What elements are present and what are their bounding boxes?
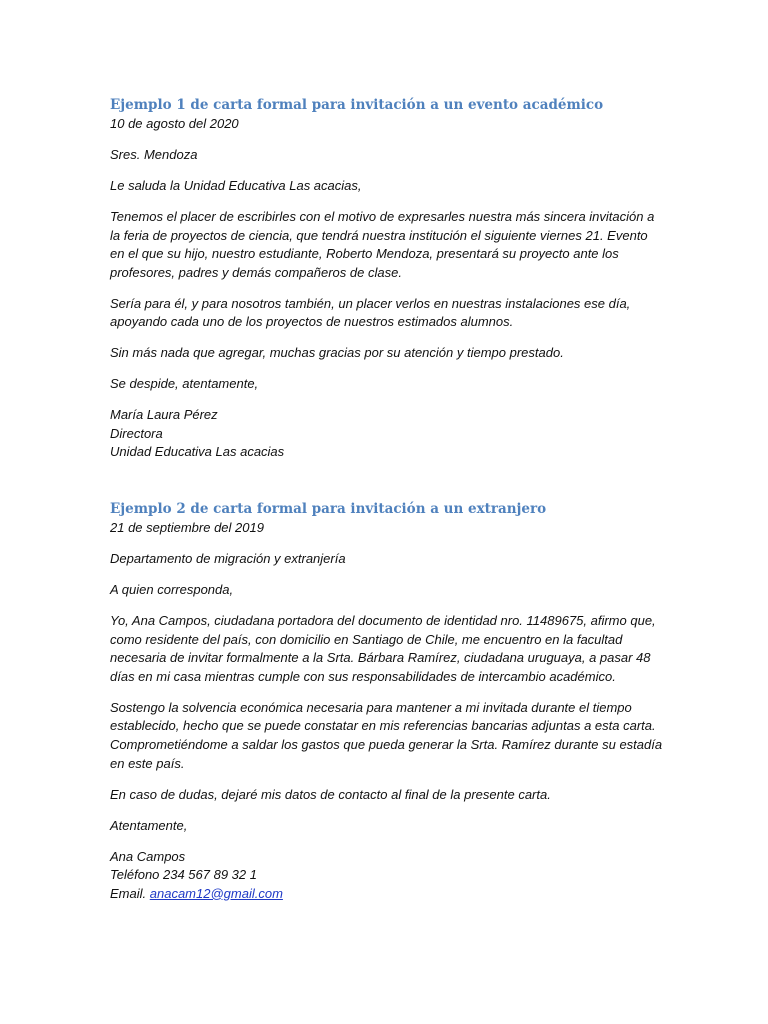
example-1-closing: Se despide, atentamente, [110, 376, 259, 392]
signature-name: Ana Campos [110, 848, 186, 864]
example-1-recipient: Sres. Mendoza [110, 146, 198, 162]
paragraph-line: como residente del país, con domicilio en Santiago de Chile, me encuentro en la facultad [110, 631, 623, 647]
example-2-greeting: A quien corresponda, [110, 582, 234, 598]
example-2-signature [110, 848, 670, 904]
paragraph-line: necesaria de invitar formalmente a la Srta. Bárbara Ramírez, ciudadana uruguaya, a pasar 48 [110, 650, 651, 666]
example-1-date-block [110, 115, 670, 134]
example-1-title: Ejemplo 1 de carta formal para invitación a un evento académico [110, 97, 604, 113]
example-2-closing-block [110, 817, 670, 836]
email-prefix: Email. [110, 885, 147, 901]
example-1-body-paragraph-3 [110, 344, 670, 363]
example-2-body-paragraph-2 [110, 699, 670, 773]
signature-institution: Unidad Educativa Las acacias [110, 444, 285, 460]
email-link[interactable]: anacam12@gmail.com [149, 885, 283, 901]
example-1-signature [110, 406, 670, 462]
paragraph-line: Sería para él, y para nosotros también, un placer verlos en nuestras instalaciones ese día, [110, 295, 631, 311]
example-2-body-paragraph-3 [110, 786, 670, 805]
example-2-date-block [110, 519, 670, 538]
example-1-body-paragraph-1 [110, 208, 670, 282]
signature-email-line [110, 885, 670, 904]
example-1-greeting-block [110, 177, 670, 196]
letter-example-1 [110, 96, 670, 462]
example-1-recipient-block [110, 146, 670, 165]
paragraph-line: en este país. [110, 755, 185, 771]
paragraph-line: Sostengo la solvencia económica necesaria para mantener a mi invitada durante el tiempo [110, 699, 632, 715]
example-2-date: 21 de septiembre del 2019 [110, 520, 264, 536]
example-1-date: 10 de agosto del 2020 [110, 116, 239, 131]
signature-name: María Laura Pérez [110, 407, 218, 423]
paragraph-line: establecido, hecho que se puede constatar en mis referencias bancarias adjuntas a esta carta. [110, 718, 656, 734]
paragraph-line: en el que su hijo, nuestro estudiante, Roberto Mendoza, presentará su proyecto ante los [110, 246, 619, 262]
paragraph-line: días en mi casa mientras cumple con sus responsabilidades de intercambio académico. [110, 668, 616, 684]
example-1-closing-block [110, 375, 670, 394]
paragraph-line: Tenemos el placer de escribirles con el motivo de expresarles nuestra más sincera invitación a [110, 208, 655, 224]
example-1-body-paragraph-2 [110, 295, 670, 332]
paragraph-line: la feria de proyectos de ciencia, que tendrá nuestra institución el siguiente viernes 21. Evento [110, 227, 648, 243]
example-2-greeting-block [110, 581, 670, 600]
example-2-recipient: Departamento de migración y extranjería [110, 551, 346, 567]
signature-phone: Teléfono 234 567 89 32 1 [110, 867, 257, 883]
document-page [110, 96, 670, 903]
letter-example-2 [110, 500, 670, 903]
example-2-body-paragraph-1 [110, 612, 670, 686]
paragraph-line: Comprometiéndome a saldar los gastos que pueda generar la Srta. Ramírez durante su estadía [110, 736, 663, 752]
example-1-greeting: Le saluda la Unidad Educativa Las acacias, [110, 177, 362, 193]
paragraph-line: apoyando cada uno de los proyectos de nuestros estimados alumnos. [110, 314, 514, 330]
paragraph-line: Yo, Ana Campos, ciudadana portadora del documento de identidad nro. 11489675, afirmo que, [110, 613, 656, 628]
paragraph-line: En caso de dudas, dejaré mis datos de contacto al final de la presente carta. [110, 786, 551, 802]
example-2-closing: Atentamente, [110, 817, 188, 833]
paragraph-line: profesores, padres y demás compañeros de clase. [110, 264, 402, 280]
example-2-title: Ejemplo 2 de carta formal para invitación a un extranjero [110, 501, 547, 518]
example-2-recipient-block [110, 550, 670, 569]
paragraph-line: Sin más nada que agregar, muchas gracias por su atención y tiempo prestado. [110, 345, 564, 361]
signature-role: Directora [110, 425, 163, 441]
